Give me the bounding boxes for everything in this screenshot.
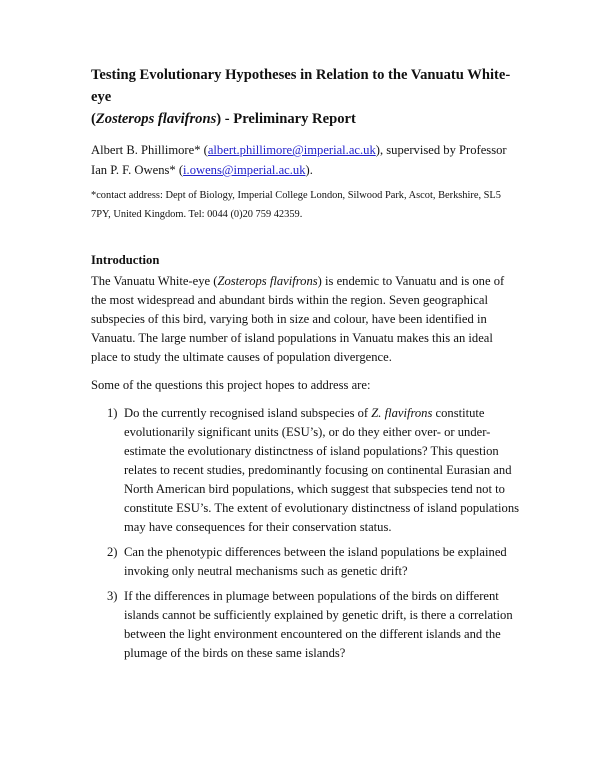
title-rest: ) - Preliminary Report <box>216 111 356 127</box>
para1-before: The Vanuatu White-eye ( <box>91 274 218 288</box>
question-text: If the differences in plumage between populations of the birds on different islands cannot be sufficiently explained by genetic drift, is there a correlation between the light environment encountered on the different islands and the plumage of the birds on these same islands? <box>124 589 513 660</box>
question-text-after: constitute evolutionarily significant units (ESU’s), or do they either over- or under-estimate the evolutionary distinctness of island populations? This question relates to recent studies, predominantly focusing on continental Eurasian and North American bird populations, which suggest that subspecies tend not to constitute ESU’s. The extent of evolutionary distinctness of island populations may have consequences for their conservation status. <box>124 406 520 534</box>
question-number: 1) <box>107 406 118 420</box>
author-line <box>91 140 521 180</box>
question-species-abbrev: Z. flavifrons <box>371 406 433 420</box>
question-item-1 <box>91 404 521 537</box>
question-item-2 <box>91 543 521 581</box>
title-open-paren: ( <box>91 111 96 127</box>
question-text-before: Do the currently recognised island subspecies of <box>124 406 372 420</box>
question-item-3 <box>91 587 521 663</box>
question-number: 3) <box>107 589 118 603</box>
author1-email-link[interactable]: albert.phillimore@imperial.ac.uk <box>207 143 376 157</box>
author2-email-link[interactable]: i.owens@imperial.ac.uk <box>183 163 306 177</box>
introduction-heading: Introduction <box>91 253 160 267</box>
para1-species-name: Zosterops flavifrons <box>217 274 318 288</box>
author-middle-text: ), supervised by Professor Ian P. F. Owens* ( <box>91 143 507 177</box>
introduction-paragraph <box>91 272 521 367</box>
question-text: Can the phenotypic differences between the island populations be explained invoking only neutral mechanisms such as genetic drift? <box>124 545 507 578</box>
title-species-name: Zosterops flavifrons <box>95 111 217 127</box>
author-end-text: ). <box>305 163 313 177</box>
author1-name: Albert B. Phillimore* ( <box>91 143 208 157</box>
document-title <box>91 64 521 130</box>
document-page <box>91 64 521 669</box>
contact-address: *contact address: Dept of Biology, Imperial College London, Silwood Park, Ascot, Berkshire, SL5 7PY, United Kingdom. Tel: 0044 (0)20 759 42359. <box>91 190 501 220</box>
question-number: 2) <box>107 545 118 559</box>
para1-after: ) is endemic to Vanuatu and is one of the most widespread and abundant birds within the region. Seven geographical subspecies of this bird, varying both in size and colour, have been identified in Vanuatu. The large number of island populations in Vanuatu makes this an ideal place to study the ultimate causes of population divergence. <box>91 274 505 364</box>
questions-intro: Some of the questions this project hopes to address are: <box>91 378 371 392</box>
questions-list <box>91 404 521 663</box>
title-line-1: Testing Evolutionary Hypotheses in Relation to the Vanuatu White-eye <box>91 67 511 105</box>
